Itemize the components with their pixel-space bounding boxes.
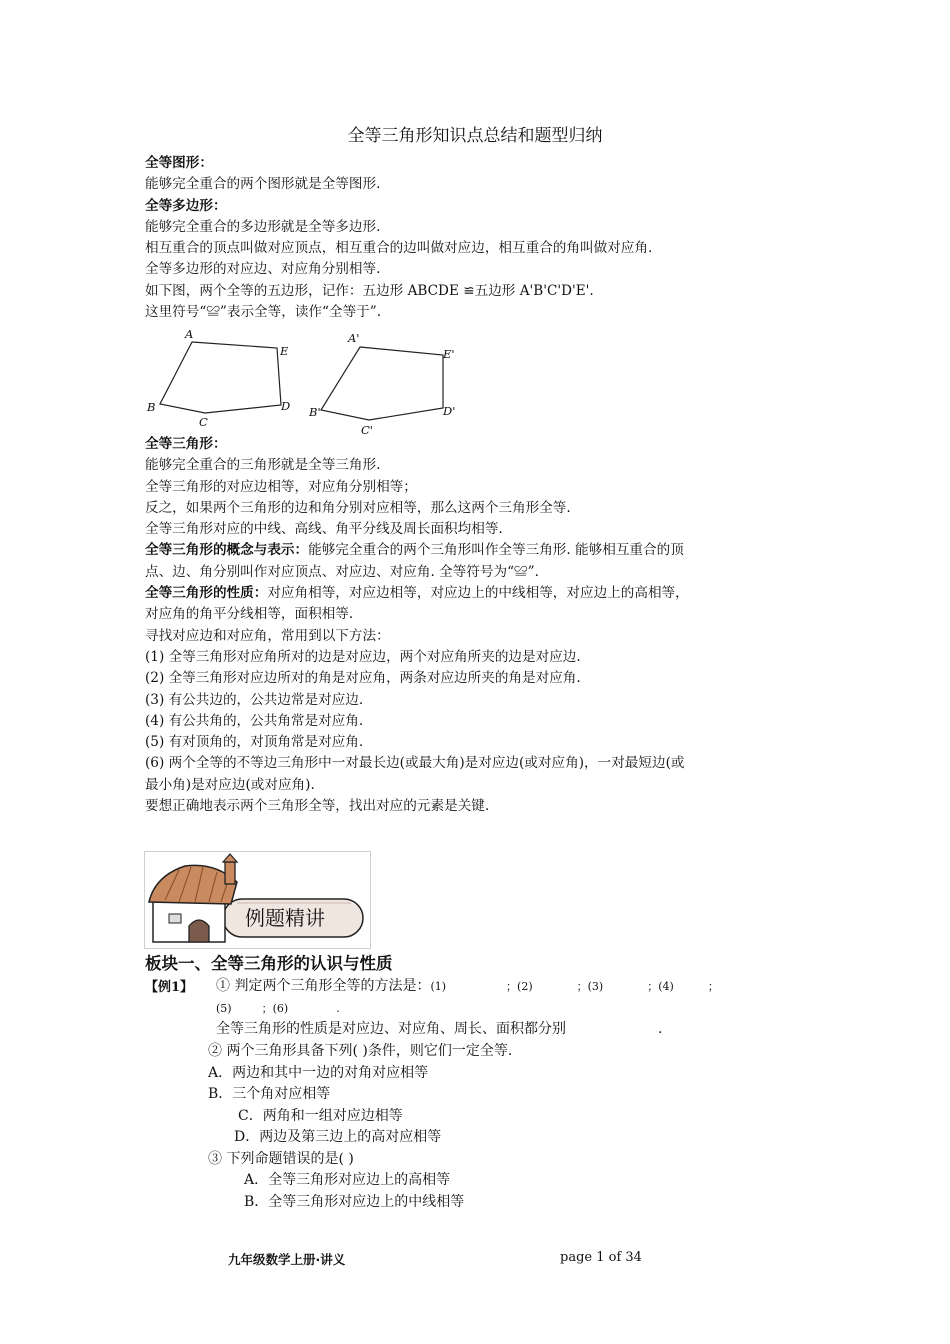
concept-heading: 全等三角形的概念与表示：: [145, 542, 309, 559]
text-line: 全等三角形对应的中线、高线、角平分线及周长面积均相等.: [145, 521, 503, 538]
blank-label: ；(6): [261, 1002, 289, 1015]
vertex-label: E: [280, 344, 289, 358]
text-line: 能够完全重合的三角形就是全等三角形.: [145, 457, 381, 474]
text-line: 全等三角形的对应边相等，对应角分别相等；: [145, 478, 417, 495]
question-1-line: [216, 976, 719, 998]
property-text: 对应角相等，对应边相等，对应边上的中线相等，对应边上的高相等，: [267, 585, 689, 602]
text-line: 对应角的角平分线相等，面积相等.: [145, 606, 354, 623]
method-item: 最小角)是对应边(或对应角).: [145, 776, 315, 793]
vertex-label: B: [147, 400, 156, 414]
method-item: (3) 有公共边的，公共边常是对应边.: [145, 691, 364, 708]
option-c: C．两角和一组对应边相等: [238, 1108, 403, 1124]
concept-text: 能够完全重合的两个三角形叫作全等三角形. 能够相互重合的顶: [308, 542, 684, 559]
method-item: (5) 有对顶角的，对顶角常是对应角.: [145, 734, 364, 751]
footer-course: 九年级数学上册·讲义: [228, 1252, 346, 1267]
text-line: 反之，如果两个三角形的边和角分别对应相等，那么这两个三角形全等.: [145, 499, 571, 516]
question-1-line2: [216, 998, 340, 1020]
property-line: [145, 583, 815, 604]
blank-label: (5): [216, 1002, 232, 1015]
question-1-property: [216, 1019, 662, 1041]
blank-label: ；(2): [506, 980, 533, 993]
vertex-label: E': [443, 347, 455, 361]
option-b: B．全等三角形对应边上的中线相等: [244, 1194, 465, 1210]
question-1-property-text: 全等三角形的性质是对应边、对应角、周长、面积都分别: [216, 1021, 566, 1037]
example-banner: [144, 851, 371, 949]
blank-label: ；(4): [647, 980, 674, 993]
vertex-label: D: [281, 399, 291, 413]
pentagon-abcde: [160, 342, 281, 413]
blank-label: (1): [430, 980, 447, 993]
method-item: (2) 全等三角形对应边所对的角是对应角，两条对应边所夹的角是对应角.: [145, 670, 581, 687]
blank-end: .: [658, 1021, 663, 1037]
text-line: 能够完全重合的多边形就是全等多边形.: [145, 218, 381, 235]
text-line: 如下图，两个全等的五边形，记作：五边形 ABCDE ≌五边形 A'B'C'D'E'.: [145, 282, 594, 299]
pentagon-figure: [145, 328, 465, 436]
method-item: (6) 两个全等的不等边三角形中一对最长边(或最大角)是对应边(或对应角)，一对最短边(或: [145, 755, 685, 772]
text-line: 全等多边形的对应边、对应角分别相等.: [145, 261, 381, 278]
text-line: 要想正确地表示两个三角形全等，找出对应的元素是关键.: [145, 798, 490, 815]
page-number: page 1 of 34: [560, 1250, 642, 1265]
option-a: A．两边和其中一边的对角对应相等: [208, 1065, 429, 1081]
vertex-label: A: [185, 328, 194, 341]
question-2: ② 两个三角形具备下列( )条件，则它们一定全等.: [208, 1043, 513, 1059]
blank-label: ；: [707, 980, 719, 993]
option-a: A．全等三角形对应边上的高相等: [244, 1172, 451, 1188]
vertex-label: C: [199, 415, 208, 429]
triangle-block: [145, 434, 815, 817]
property-heading: 全等三角形的性质：: [145, 585, 268, 602]
example-label: 【例1】: [145, 980, 194, 995]
blank-label: ；(3): [576, 980, 604, 993]
question-1-text: ① 判定两个三角形全等的方法是：: [216, 978, 431, 994]
heading-congruent-triangles: 全等三角形：: [145, 436, 227, 452]
method-item: (1) 全等三角形对应角所对的边是对应边，两个对应角所夹的边是对应边.: [145, 648, 581, 665]
banner-label: 例题精讲: [245, 906, 325, 930]
vertex-label: D': [443, 404, 456, 418]
option-b: B．三个角对应相等: [208, 1086, 331, 1102]
question-3: ③ 下列命题错误的是( ): [208, 1151, 354, 1167]
text-line: 相互重合的顶点叫做对应顶点，相互重合的边叫做对应边，相互重合的角叫做对应角.: [145, 240, 653, 257]
text-line: 这里符号“≌”表示全等，读作“全等于”.: [145, 304, 382, 321]
concept-line: [145, 540, 815, 561]
method-item: (4) 有公共角的，公共角常是对应角.: [145, 712, 364, 729]
heading-congruent-figures: 全等图形：: [145, 155, 213, 171]
blank-label: .: [336, 1002, 340, 1015]
text-line: 能够完全重合的两个图形就是全等图形.: [145, 176, 381, 193]
option-d: D．两边及第三边上的高对应相等: [234, 1129, 442, 1145]
pentagon-abcde-prime: [321, 347, 443, 420]
text-line: 点、边、角分别叫作对应顶点、对应边、对应角. 全等符号为“≌”.: [145, 563, 539, 580]
vertex-label: A': [348, 331, 360, 345]
heading-congruent-polygons: 全等多边形：: [145, 197, 227, 214]
page-title: 全等三角形知识点总结和题型归纳: [347, 126, 603, 146]
vertex-label: B': [309, 405, 321, 419]
vertex-label: C': [361, 423, 373, 436]
intro-block: [145, 153, 815, 323]
house-illustration-icon: [145, 852, 370, 948]
text-line: 寻找对应边和对应角，常用到以下方法：: [145, 627, 390, 644]
section-heading: 板块一、全等三角形的认识与性质: [145, 954, 393, 973]
